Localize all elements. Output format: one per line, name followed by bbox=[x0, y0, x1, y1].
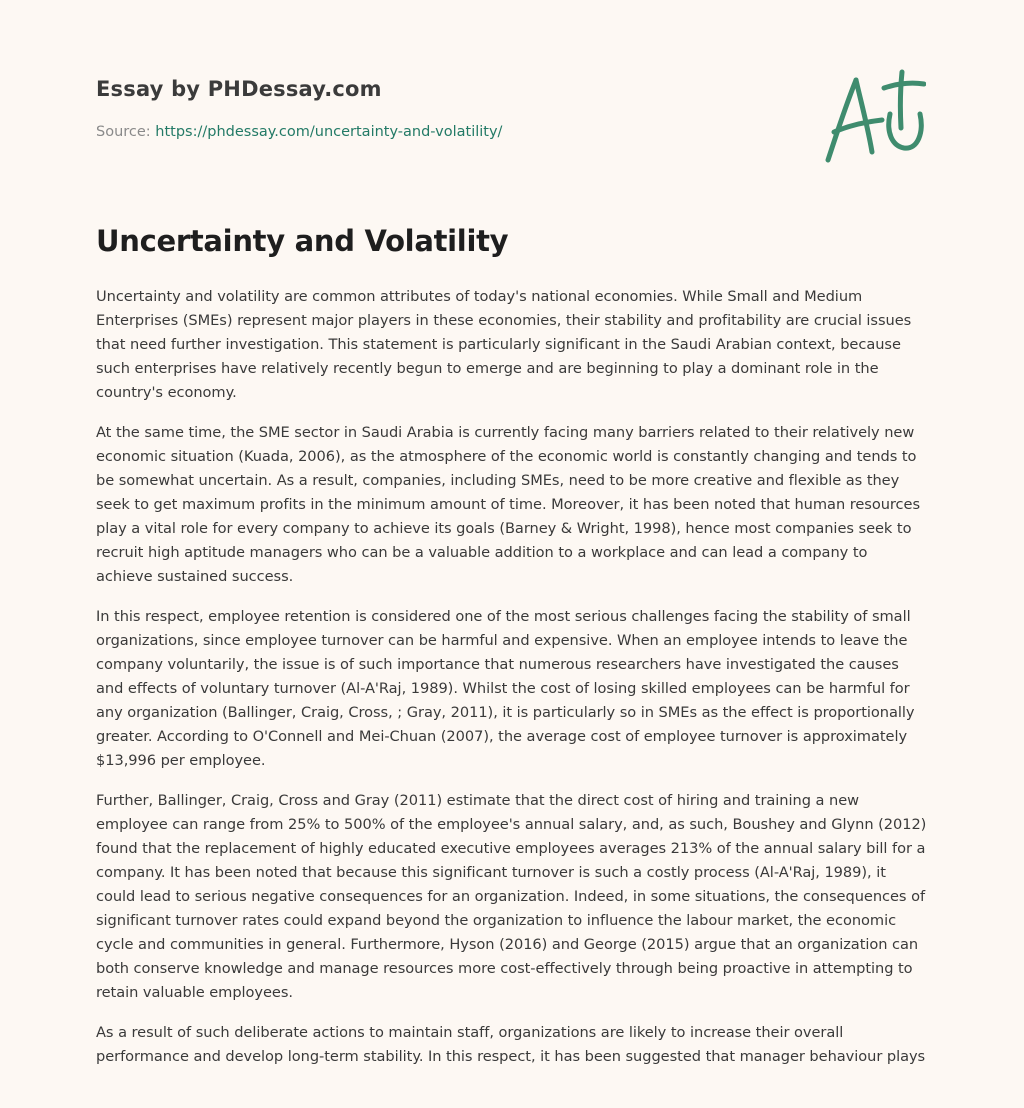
source-line bbox=[96, 124, 502, 140]
a-plus-grade-icon bbox=[820, 66, 926, 166]
essay-title: Uncertainty and Volatility bbox=[96, 224, 509, 258]
logo-plus-horizontal bbox=[884, 83, 924, 88]
essay-paragraph: Uncertainty and volatility are common attributes of today's national economies. While Small and Medium Enterprises (SMEs) represent major players in these economies, their stability and profitability are crucial issues that need further investigation. This statement is particularly significant in the Saudi Arabian context, because such enterprises have relatively recently begun to emerge and are beginning to play a dominant role in the country's economy. bbox=[96, 288, 912, 401]
essay-paragraph: In this respect, employee retention is considered one of the most serious challenges facing the stability of small organizations, since employee turnover can be harmful and expensive. When an employee intends to leave the company voluntarily, the issue is of such importance that numerous researchers have investigated the causes and effects of voluntary turnover (Al-A'Raj, 1989). Whilst the cost of losing skilled employees can be harmful for any organization (Ballinger, Craig, Cross, ; Gray, 2011), it is particularly so in SMEs as the effect is proportionally greater. According to O'Connell and Mei-Chuan (2007), the average cost of employee turnover is approximately $13,996 per employee. bbox=[96, 608, 915, 769]
logo-letter-a-left-stroke bbox=[828, 80, 856, 160]
source-link[interactable]: https://phdessay.com/uncertainty-and-volatility/ bbox=[155, 124, 503, 140]
logo-plus-vertical bbox=[900, 72, 902, 128]
essay-paragraph: Further, Ballinger, Craig, Cross and Gray (2011) estimate that the direct cost of hiring and training a new employee can range from 25% to 500% of the employee's annual salary, and, as such, Boushey and Glynn (2012) found that the replacement of highly educated executive employees averages 213% of the annual salary bill for a company. It has been noted that because this significant turnover is such a costly process (Al-A'Raj, 1989), it could lead to serious negative consequences for an organization. Indeed, in some situations, the consequences of significant turnover rates could expand beyond the organization to influence the labour market, the economic cycle and communities in general. Furthermore, Hyson (2016) and George (2015) argue that an organization can both conserve knowledge and manage resources more cost-effectively through being proactive in attempting to retain valuable employees. bbox=[96, 792, 927, 1001]
source-label: Source: bbox=[96, 124, 151, 140]
logo-letter-a-right-stroke bbox=[856, 80, 872, 152]
essay-paragraph: At the same time, the SME sector in Saudi Arabia is currently facing many barriers related to their relatively new economic situation (Kuada, 2006), as the atmosphere of the economic world is constantly changing and tends to be somewhat uncertain. As a result, companies, including SMEs, need to be more creative and flexible as they seek to get maximum profits in the minimum amount of time. Moreover, it has been noted that human resources play a vital role for every company to achieve its goals (Barney & Wright, 1998), hence most companies seek to recruit high aptitude managers who can be a valuable addition to a workplace and can lead a company to achieve sustained success. bbox=[96, 424, 921, 585]
brand-title: Essay by PHDessay.com bbox=[96, 77, 382, 101]
essay-body bbox=[96, 285, 928, 1085]
essay-paragraph: As a result of such deliberate actions to maintain staff, organizations are likely to increase their overall performance and develop long-term stability. In this respect, it has been suggested that manager behaviour plays bbox=[96, 1024, 926, 1065]
logo-swoosh bbox=[889, 114, 921, 148]
